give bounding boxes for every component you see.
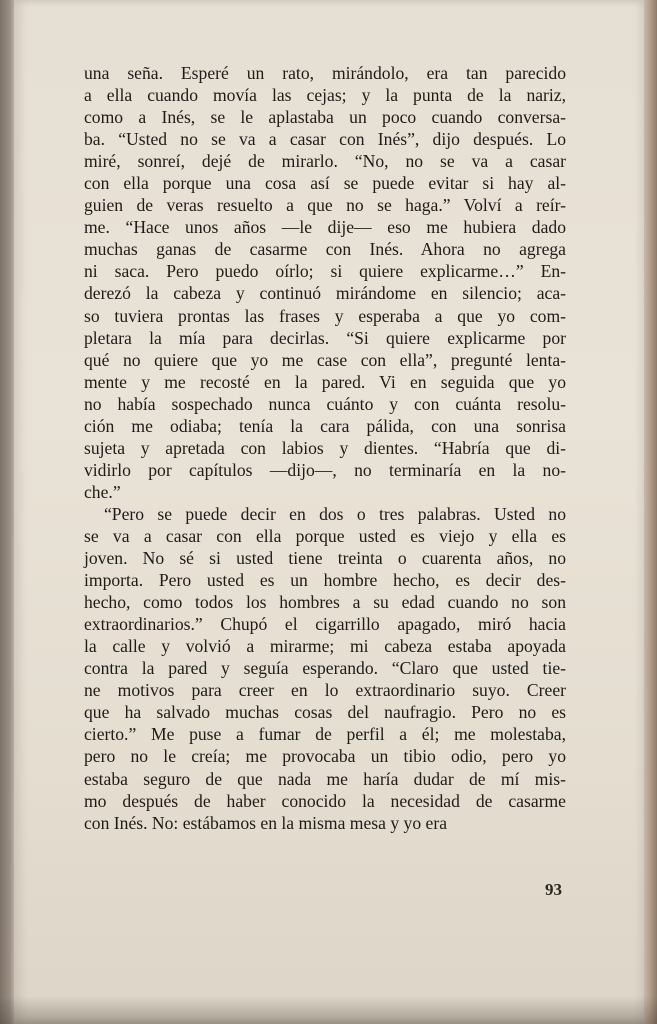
text-line: guien de veras resuelto a que no se haga.” Volví a reír- (84, 195, 566, 216)
text-line: estaba seguro de que nada me haría dudar de mí mis- (84, 768, 566, 789)
text-line: qué no quiere que yo me case con ella”, pregunté lenta- (84, 349, 566, 370)
text-line: se va a casar con ella porque usted es viejo y ella es (84, 525, 566, 546)
text-line: pletara la mía para decirlas. “Si quiere explicarme por (84, 327, 566, 348)
page-stack-edge (644, 0, 657, 1024)
text-line: como a Inés, se le aplastaba un poco cuando conversa- (84, 107, 566, 128)
body-text (84, 62, 566, 834)
text-line: a ella cuando movía las cejas; y la punta de la nariz, (84, 85, 566, 106)
text-line: joven. No sé si usted tiene treinta o cuarenta años, no (84, 548, 566, 569)
text-line: “Pero se puede decir en dos o tres palabras. Usted no (104, 503, 566, 524)
text-line: ni saca. Pero puedo oírlo; si quiere explicarme…” En- (84, 261, 566, 282)
text-line: ción me odiaba; tenía la cara pálida, con una sonrisa (84, 415, 566, 436)
text-line: vidirlo por capítulos —dijo—, no terminaría en la no- (84, 459, 566, 480)
paragraph (84, 62, 566, 503)
text-line: cierto.” Me puse a fumar de perfil a él; me molestaba, (84, 724, 566, 745)
text-line: con Inés. No: estábamos en la misma mesa y yo era (84, 812, 448, 833)
paragraph (84, 503, 566, 834)
text-line: muchas ganas de casarme con Inés. Ahora no agrega (84, 239, 566, 260)
text-line: so tuviera prontas las frases y esperaba a que yo com- (84, 305, 566, 326)
text-line: hecho, como todos los hombres a su edad cuando no son (84, 592, 566, 613)
text-line: con ella porque una cosa así se puede evitar si hay al- (84, 173, 566, 194)
text-line: importa. Pero usted es un hombre hecho, es decir des- (84, 570, 566, 591)
page-number: 93 (545, 880, 562, 899)
text-line: miré, sonreí, dejé de mirarlo. “No, no se va a casar (84, 151, 566, 172)
text-line: sujeta y apretada con labios y dientes. “Habría que di- (84, 437, 566, 458)
text-line: ba. “Usted no se va a casar con Inés”, dijo después. Lo (84, 129, 566, 150)
text-line: mente y me recosté en la pared. Vi en seguida que yo (84, 371, 566, 392)
text-line: una seña. Esperé un rato, mirándolo, era tan parecido (84, 63, 566, 83)
text-line: me. “Hace unos años —le dije— eso me hubiera dado (84, 217, 566, 238)
text-line: mo después de haber conocido la necesidad de casarme (84, 790, 566, 811)
text-line: la calle y volvió a mirarme; mi cabeza estaba apoyada (84, 636, 566, 657)
text-line: derezó la cabeza y continuó mirándome en silencio; aca- (84, 283, 566, 304)
bottom-shadow (0, 996, 657, 1024)
text-line: que ha salvado muchas cosas del naufragio. Pero no es (84, 702, 566, 723)
text-line: contra la pared y seguía esperando. “Claro que usted tie- (84, 658, 566, 679)
text-line: no había sospechado nunca cuánto y con cuánta resolu- (84, 393, 566, 414)
text-line: che.” (84, 481, 121, 502)
text-line: ne motivos para creer en lo extraordinario suyo. Creer (84, 680, 566, 701)
text-line: pero no le creía; me provocaba un tibio odio, pero yo (84, 746, 566, 767)
text-line: extraordinarios.” Chupó el cigarrillo apagado, miró hacia (84, 614, 566, 635)
